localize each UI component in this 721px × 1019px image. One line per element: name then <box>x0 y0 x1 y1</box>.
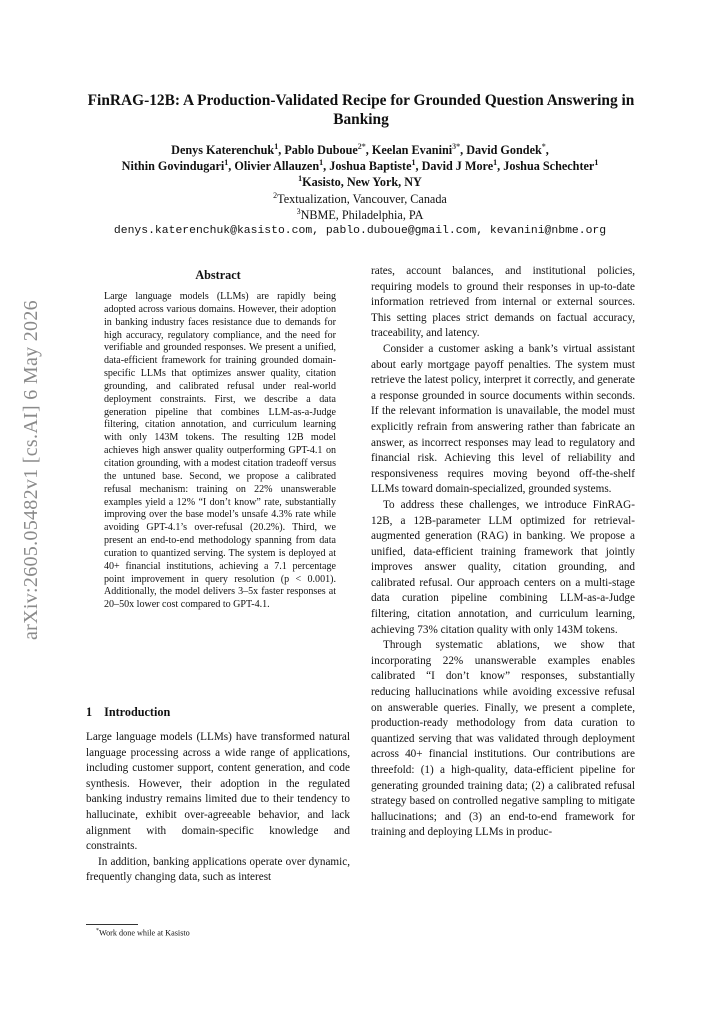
author-line-1: Denys Katerenchuk$^1$, Pablo Duboue$^{2*}$, Keelan Evanini$^{3*}$, David Gondek*, <box>171 141 549 157</box>
affiliation-mark: 1 <box>298 174 303 184</box>
affiliation-text: NBME, Philadelphia, PA <box>300 207 424 222</box>
affiliation-mark: 2* <box>357 141 366 151</box>
introduction-left-column <box>86 730 350 886</box>
affiliation-mark: 1 <box>411 158 416 168</box>
author-emails: denys.katerenchuk@kasisto.com, pablo.duboue@gmail.com, kevanini@nbme.org <box>113 225 607 238</box>
section-heading-introduction <box>86 705 350 720</box>
section-number: 1 <box>86 705 93 719</box>
author-name: Keelan Evanini <box>371 143 453 157</box>
affiliation-3 <box>60 207 660 223</box>
author-name: Pablo Duboue <box>284 143 358 157</box>
paragraph: rates, account balances, and institutional policies, requiring models to ground their responses in up-to-date information retrieved from internal or external sources. This setting places strict demands on factual accuracy, traceability, and latency. <box>371 265 635 340</box>
paragraph: Through systematic ablations, we show that incorporating 22% unanswerable examples enables calibrated “I don’t know” responses, substantially reducing hallucinations while avoiding excessive refusal on answerable queries. Finally, we present a complete, production-ready methodology from data curation to quantized serving that was validated through deployment across 40+ financial institutions. Our contributions are threefold: (1) a high-quality, data-efficient pipeline for generating grounded training data; (2) a calibrated refusal strategy based on controlled negative sampling to mitigate hallucinations; and (3) an end-to-end framework for training and deploying LLMs in produc- <box>371 639 635 839</box>
affiliation-mark: 3 <box>296 206 301 216</box>
author-name: Olivier Allauzen <box>234 159 320 174</box>
affiliation-mark: 1 <box>224 158 229 168</box>
affiliation-mark: 1 <box>319 158 324 168</box>
affiliation-mark: * <box>541 141 546 151</box>
affiliation-mark: 1 <box>493 158 498 168</box>
abstract-text: Large language models (LLMs) are rapidly being adopted across various domains. However, their adoption in banking industry faces resistance due to demands for high accuracy, regulatory compliance, and the need for verifiable and grounded responses. We present a unified, data-efficient framework for training grounded domain-specific LLMs that optimizes answer quality, citation grounding, and calibrated refusal under real-world deployment constraints. First, we describe a data generation pipeline that combines LLM-as-a-Judge filtering, citation annotation, and curriculum learning with only 143M tokens. The resulting 12B model achieves high answer quality outperforming GPT-4.1 on citation grounding, with a modest citation tradeoff versus the untuned base. Second, we propose a calibrated refusal mechanism: training on 22% unanswerable examples yield a 12% “I don’t know” rate, substantially improving over the base model’s unsafe 4.3% rate while avoiding GPT-4.1’s over-refusal (20.2%). Third, we present an end-to-end methodology spanning from data curation to quantized serving. The system is deployed at 40+ financial institutions, achieving a 7.1 percentage point improvement in query resolution (p < 0.001). Additionally, the model delivers 3–5x faster responses at 20–50x lower cost compared to GPT-4.1. <box>104 291 336 611</box>
affiliation-mark: 1 <box>594 158 599 168</box>
paragraph: In addition, banking applications operate over dynamic, frequently changing data, such as interest <box>86 855 350 884</box>
affiliation-text: Kasisto, New York, NY <box>302 175 422 190</box>
author-name: Joshua Baptiste <box>329 159 412 174</box>
footnote-mark: * <box>96 928 99 934</box>
abstract-heading: Abstract <box>195 268 241 282</box>
footnote <box>96 926 350 939</box>
affiliation-text: Textualization, Vancouver, Canada <box>277 191 447 206</box>
author-name: Nithin Govindugari <box>121 159 225 174</box>
footnote-text: Work done while at Kasisto <box>99 928 190 938</box>
affiliation-mark: 2 <box>273 190 278 200</box>
paper-title: FinRAG-12B: A Production-Validated Recipe for Grounded Question Answering in Banking <box>87 92 635 128</box>
affiliation-mark: 3* <box>452 141 461 151</box>
paragraph: To address these challenges, we introduce FinRAG-12B, a 12B-parameter LLM optimized for retrieval-augmented generation (RAG) in banking. We propose a unified, data-efficient training framework that jointly improves answer quality, citation grounding, and calibrated refusal. Our approach centers on a multi-stage data curation pipeline combining LLM-as-a-Judge filtering, citation annotation, and curriculum learning, achieving 73% citation quality with only 143M tokens. <box>371 498 635 636</box>
paragraph: Large language models (LLMs) have transformed natural language processing across a wide range of applications, including customer support, content generation, and code synthesis. However, their adoption in the regulated banking industry remains limited due to their tendency to hallucinate, exhibit over-agreeable behavior, and lack alignment with domain-specific knowledge and constraints. <box>86 731 350 853</box>
affiliation-1 <box>60 174 660 190</box>
author-name: David Gondek <box>466 143 542 157</box>
arxiv-identifier: arXiv:2605.05482v1 [cs.AI] 6 May 2026 <box>20 300 42 640</box>
affiliation-2 <box>60 191 660 207</box>
introduction-right-column <box>371 264 635 841</box>
footnote-divider <box>86 924 138 925</box>
author-block <box>60 142 660 239</box>
author-name: Denys Katerenchuk <box>171 143 275 157</box>
affiliation-mark: 1 <box>274 141 279 151</box>
section-title: Introduction <box>104 705 171 719</box>
paragraph: Consider a customer asking a bank’s virtual assistant about early mortgage payoff penalties. The system must retrieve the latest policy, interpret it correctly, and generate a response grounded in source documents within seconds. If the relevant information is unavailable, the model must explicitly refrain from answering rather than fabricate an answer, as incorrect responses may lead to regulatory and financial risk. Achieving this level of reliability and responsiveness requires moving beyond off-the-shelf LLMs toward domain-specialized, grounded systems. <box>371 342 635 496</box>
author-line-2: Nithin Govindugari$^1$, Olivier Allauzen$^1$, Joshua Baptiste$^1$, David J More$^1$, Joshua Schechter$^1$ <box>121 158 599 174</box>
author-name: David J More <box>421 159 494 174</box>
author-name: Joshua Schechter <box>503 159 595 174</box>
